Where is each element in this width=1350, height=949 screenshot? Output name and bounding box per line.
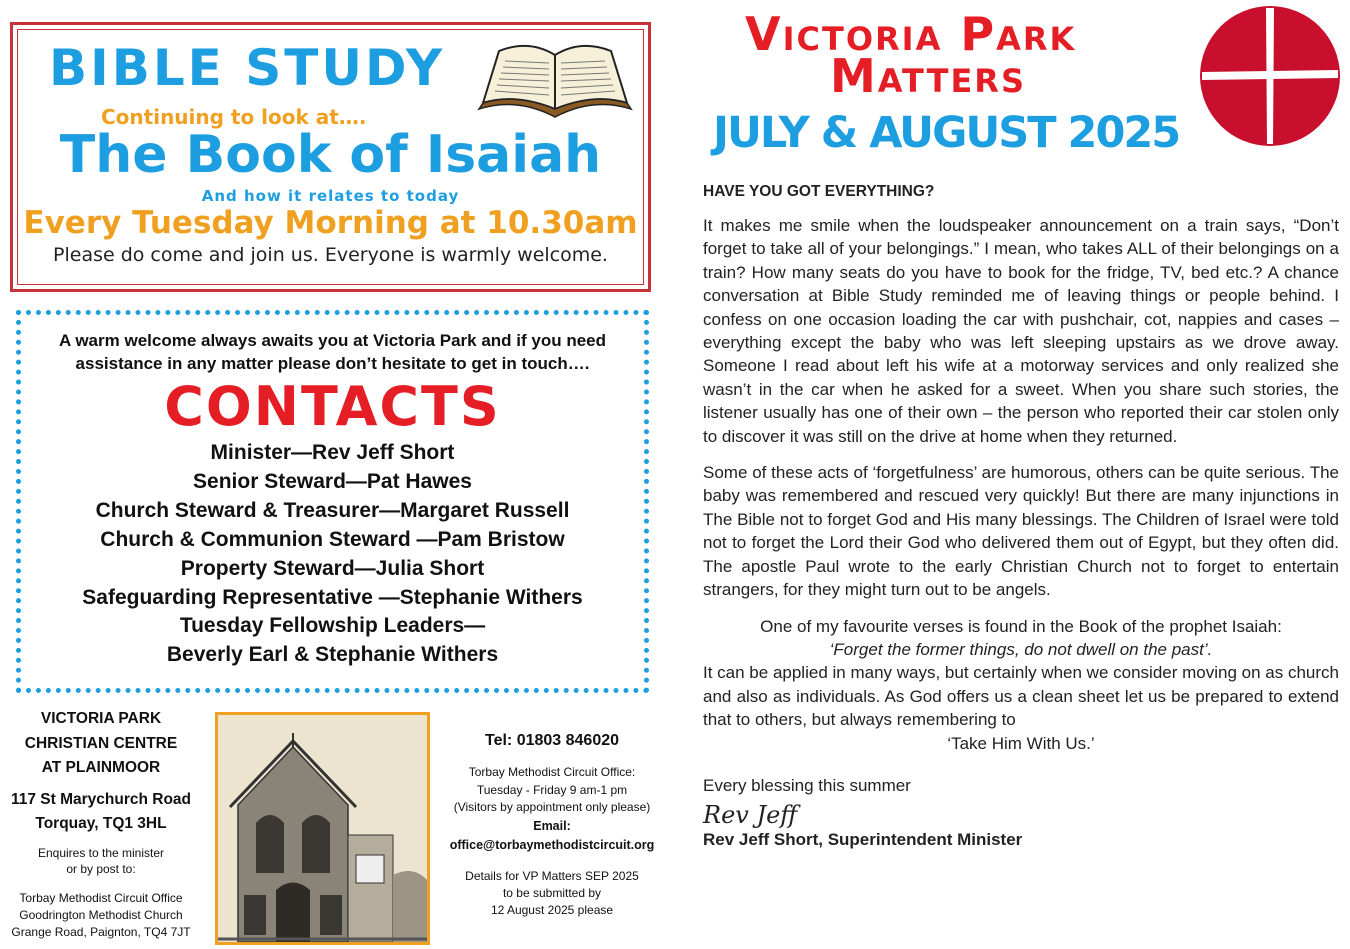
article bbox=[703, 183, 1339, 850]
signature: Rev Jeff bbox=[703, 800, 798, 829]
article-paragraph: It makes me smile when the loudspeaker announcement on a train says, “Don’t forget to take all of your belongings.” I mean, who takes ALL of their belongings on a train? How many seats do you have to book for the fridge, TV, bed etc.? A chance conversation at Bible Study reminded me of leaving things or people behind. I confess on one occasion loading the car with pushchair, cot, nappies and cases – everything except the baby who was left sleeping upstairs as we drove away. Someone I read about left his wife at a motorway services and only realized she wasn’t in the car when he asked for a sweet. When you share such stories, the listener usually has one of their own – the person who reported their car stolen only to discover it was still on the drive at home when they returned. bbox=[703, 216, 1339, 446]
closing-quote: ‘Take Him With Us.’ bbox=[947, 733, 1095, 753]
postal-address bbox=[2, 890, 200, 941]
contact-item: Church & Communion Steward —Pam Bristow bbox=[100, 527, 565, 551]
contacts-title: CONTACTS bbox=[164, 375, 501, 438]
deadline-line: Details for VP Matters SEP 2025 bbox=[465, 868, 639, 883]
bible-study-title: BIBLE STUDY bbox=[49, 39, 446, 97]
blessing-text: Every blessing this summer bbox=[703, 775, 911, 795]
email-address[interactable]: office@torbaymethodistcircuit.org bbox=[449, 837, 655, 852]
article-paragraph-part: Some of these acts of ‘forgetfulness’ are humorous, others can be quite serious. The baby was remembered and rescued very quickly! But there are many injunctions in The Bible not to forget God and His many bbox=[703, 463, 1339, 529]
church-name bbox=[2, 707, 200, 781]
postal-line: Goodrington Methodist Church bbox=[19, 907, 183, 922]
bible-verse: ‘Forget the former things, do not dwell on the past’. bbox=[829, 639, 1213, 659]
office-hours-line: Tuesday - Friday 9 am-1 pm bbox=[476, 782, 628, 797]
contact-item: Safeguarding Representative —Stephanie Withers bbox=[82, 585, 583, 609]
article-heading: HAVE YOU GOT EVERYTHING? bbox=[703, 183, 935, 200]
methodist-cross-logo-icon bbox=[1198, 4, 1342, 148]
welcome-text bbox=[21, 329, 644, 375]
masthead-title-2: Matters bbox=[830, 49, 1026, 103]
church-name-line: AT PLAINMOOR bbox=[41, 759, 161, 776]
article-paragraph bbox=[703, 461, 1339, 601]
verse-intro: One of my favourite verses is found in the Book of the prophet Isaiah: bbox=[760, 616, 1282, 636]
contact-item: Senior Steward—Pat Hawes bbox=[193, 469, 472, 493]
enquiries-line: or by post to: bbox=[66, 862, 136, 876]
contact-item: Tuesday Fellowship Leaders— bbox=[179, 614, 486, 638]
church-building-illustration bbox=[218, 715, 427, 942]
bible-study-box bbox=[10, 22, 651, 292]
deadline-line: 12 August 2025 please bbox=[490, 902, 614, 917]
masthead-title: Victoria Park bbox=[745, 7, 1077, 61]
verse-block bbox=[703, 615, 1339, 755]
invite-text: Please do come and join us. Everyone is warmly welcome. bbox=[53, 244, 608, 266]
office-hours bbox=[432, 764, 672, 817]
church-photo bbox=[215, 712, 430, 945]
church-address bbox=[2, 707, 200, 941]
meeting-time: Every Tuesday Morning at 10.30am bbox=[23, 205, 638, 241]
office-hours-line: Torbay Methodist Circuit Office: bbox=[468, 765, 636, 779]
welcome-line: A warm welcome always awaits you at Victoria Park and if you need bbox=[58, 331, 607, 350]
contacts-list bbox=[21, 439, 644, 670]
contact-item: Property Steward—Julia Short bbox=[180, 556, 485, 580]
contact-item: Beverly Earl & Stephanie Withers bbox=[166, 643, 499, 667]
welcome-line: assistance in any matter please don’t hesitate to get in touch…. bbox=[75, 354, 590, 373]
town-line: Torquay, TQ1 3HL bbox=[35, 815, 167, 832]
submission-deadline bbox=[432, 868, 672, 919]
contact-item: Minister—Rev Jeff Short bbox=[210, 441, 455, 464]
office-hours-line: (Visitors by appointment only please) bbox=[453, 800, 651, 814]
postal-line: Grange Road, Paignton, TQ4 7JT bbox=[11, 924, 191, 939]
postal-line: Torbay Methodist Circuit Office bbox=[19, 890, 183, 905]
open-bible-icon bbox=[475, 33, 635, 121]
enquiries-line: Enquires to the minister bbox=[37, 845, 165, 860]
office-info bbox=[432, 732, 672, 919]
book-title: The Book of Isaiah bbox=[59, 125, 602, 185]
author-name: Rev Jeff Short, Superintendent Minister bbox=[703, 829, 1023, 849]
email-label: Email: bbox=[533, 818, 571, 833]
enquiries-note bbox=[2, 845, 200, 878]
continuing-text: Continuing to look at…. bbox=[101, 105, 367, 129]
issue-date: JULY & AUGUST 2025 bbox=[713, 108, 1180, 158]
article-paragraph: It can be applied in many ways, but certainly when we consider moving on as church and also as individuals. As God offers us a clean sheet let us be prepared to extend that to others, but always remembering to bbox=[703, 663, 1339, 730]
street-address bbox=[2, 788, 200, 837]
deadline-line: to be submitted by bbox=[502, 885, 602, 900]
contacts-box bbox=[16, 310, 649, 693]
telephone-number: Tel: 01803 846020 bbox=[484, 732, 620, 749]
church-name-line: CHRISTIAN CENTRE bbox=[24, 734, 178, 752]
book-subtitle: And how it relates to today bbox=[201, 187, 460, 205]
church-name-line: VICTORIA PARK bbox=[40, 710, 162, 727]
article-paragraph-part: blessings. The Children of Israel were told not to forget the Lord their God who delivered them out of Egypt, but they often did. The apostle Paul wrote to the early Christian Church not to forget to entertain strangers, for they might turn out to be angels. bbox=[703, 509, 1339, 600]
contact-item: Church Steward & Treasurer—Margaret Russell bbox=[95, 498, 570, 522]
street-line: 117 St Marychurch Road bbox=[10, 790, 192, 808]
